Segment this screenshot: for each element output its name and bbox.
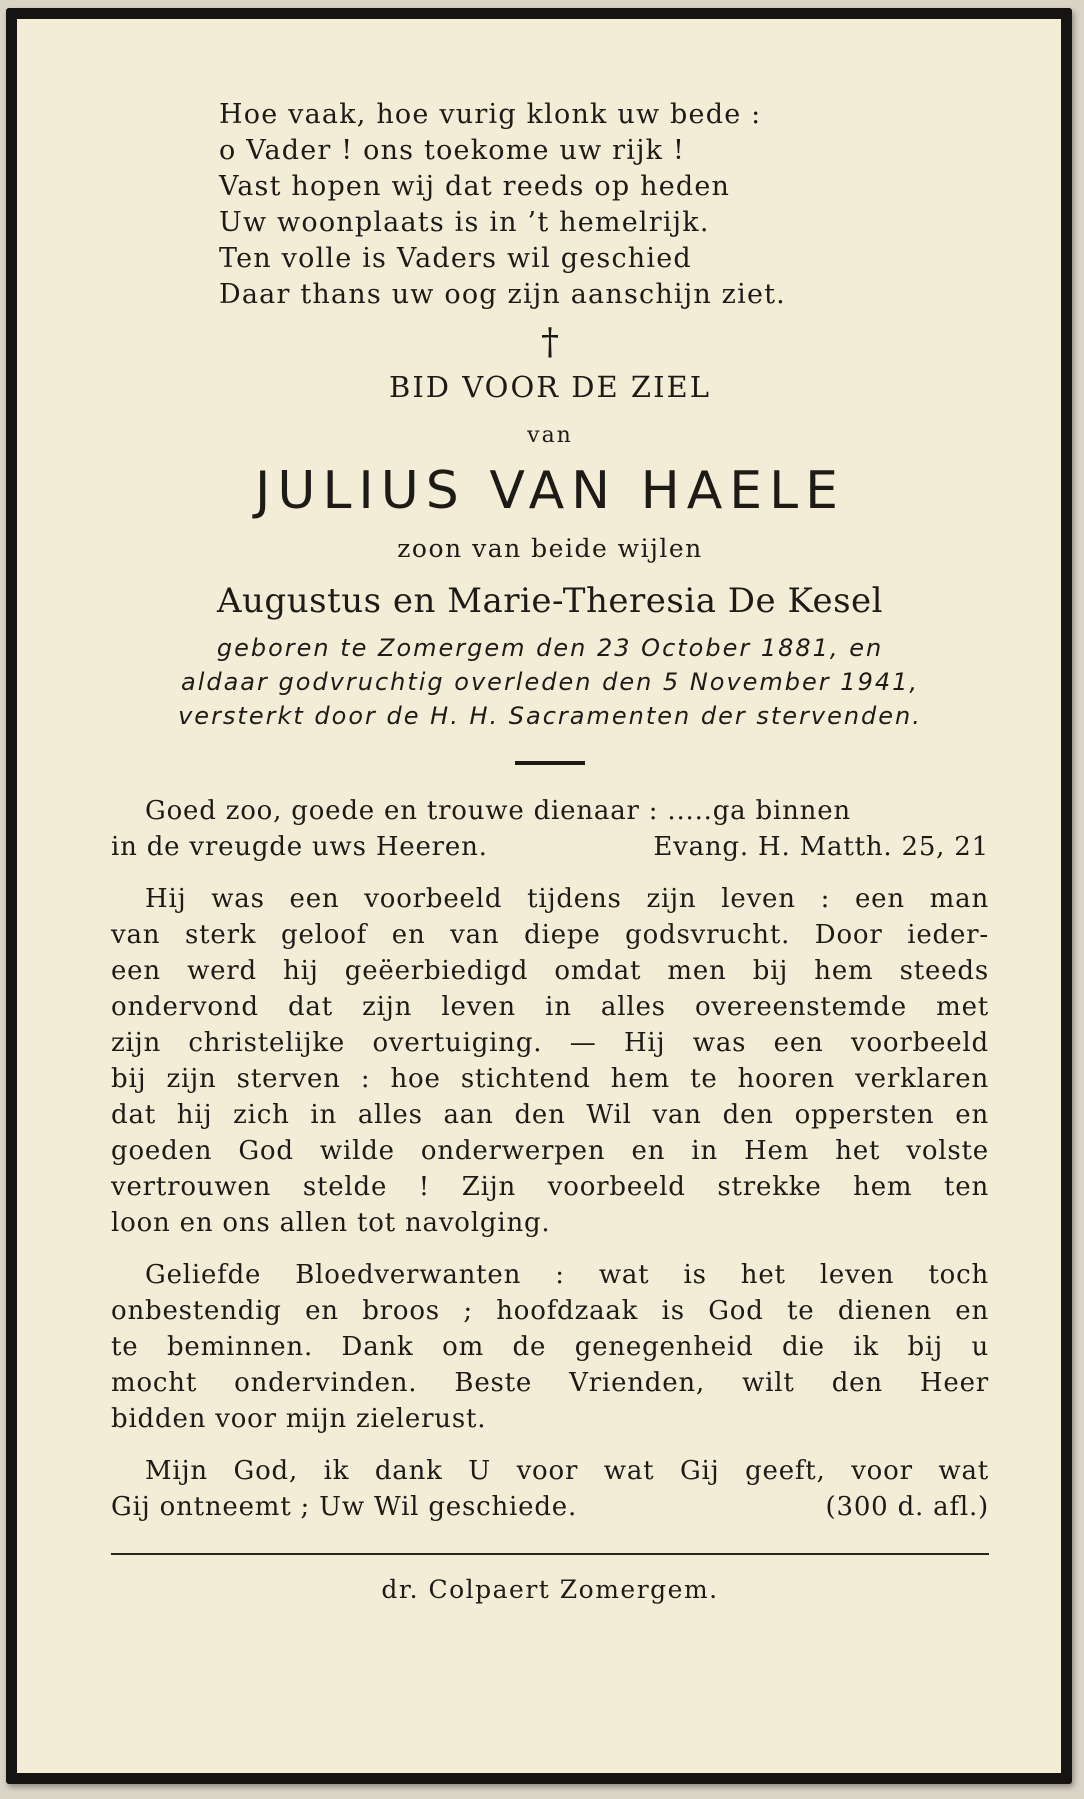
closing-prayer (111, 1453, 989, 1525)
son-of-label: zoon van beide wijlen (397, 534, 703, 563)
indulgence-note: (300 d. afl.) (825, 1492, 989, 1522)
life-dates (111, 631, 989, 733)
paragraph-line: van sterk geloof en van diepe godsvrucht. Door ieder- (111, 920, 989, 950)
printer-credit: dr. Colpaert Zomergem. (381, 1575, 719, 1604)
paragraph-line: Geliefde Bloedverwanten : wat is het leven toch (145, 1260, 989, 1290)
deceased-name: JULIUS VAN HAELE (255, 461, 845, 521)
paragraph-line: Hij was een voorbeeld tijdens zijn leven : een man (145, 884, 989, 914)
scripture-line (111, 793, 989, 829)
paragraph-line: loon en ons allen tot navolging. (111, 1208, 551, 1238)
prayer-heading: BID VOOR DE ZIEL (389, 370, 711, 404)
scripture-text: in de vreugde uws Heeren. (111, 832, 488, 862)
dates-line: geboren te Zomergem den 23 October 1881, en (216, 634, 884, 662)
paragraph-line: vertrouwen stelde ! Zijn voorbeeld strekke hem ten (111, 1172, 989, 1202)
card-content (111, 97, 989, 1607)
paragraph-relatives (111, 1257, 989, 1437)
paragraph-line: zijn christelijke overtuiging. — Hij was een voorbeeld (111, 1028, 989, 1058)
paragraph-line: bidden voor mijn zielerust. (111, 1404, 487, 1434)
poem-line: Daar thans uw oog zijn aanschijn ziet. (219, 279, 786, 310)
prayer-text: Gij ontneemt ; Uw Wil geschiede. (111, 1492, 578, 1522)
cross-icon: † (541, 322, 559, 363)
dates-line: versterkt door de H. H. Sacramenten der stervenden. (178, 702, 922, 730)
paragraph-line: een werd hij geëerbiedigd omdat men bij hem steeds (111, 956, 989, 986)
prayer-line (111, 1489, 989, 1525)
poem (219, 97, 989, 313)
footer-divider (111, 1553, 989, 1555)
poem-line: Uw woonplaats is in ’t hemelrijk. (219, 207, 710, 238)
dates-line: aldaar godvruchtig overleden den 5 November 1941, (180, 668, 920, 696)
paragraph-line: ondervond dat zijn leven in alles overeenstemde met (111, 992, 989, 1022)
divider (515, 761, 585, 765)
paragraph-line: te beminnen. Dank om de genegenheid die ik bij u (111, 1332, 989, 1362)
poem-line: Hoe vaak, hoe vurig klonk uw bede : (219, 99, 762, 130)
poem-line: Ten volle is Vaders wil geschied (219, 243, 692, 274)
scripture-reference: Evang. H. Matth. 25, 21 (653, 832, 989, 862)
paragraph-line: bij zijn sterven : hoe stichtend hem te hooren verklaren (111, 1064, 989, 1094)
scripture-quote (111, 793, 989, 865)
van-label: van (527, 423, 573, 448)
scripture-text: Goed zoo, goede en trouwe dienaar : .....ga binnen (145, 796, 851, 826)
poem-line: Vast hopen wij dat reeds op heden (219, 171, 731, 202)
poem-line: o Vader ! ons toekome uw rijk ! (219, 135, 686, 166)
paragraph-line: mocht ondervinden. Beste Vrienden, wilt den Heer (111, 1368, 989, 1398)
paragraph-example (111, 881, 989, 1241)
prayer-line: Mijn God, ik dank U voor wat Gij geeft, voor wat (145, 1456, 989, 1486)
paragraph-line: goeden God wilde onderwerpen en in Hem het volste (111, 1136, 989, 1166)
parents-names: Augustus en Marie-Theresia De Kesel (216, 581, 884, 621)
scripture-line (111, 829, 989, 865)
memorial-card (6, 8, 1072, 1784)
paragraph-line: dat hij zich in alles aan den Wil van den oppersten en (111, 1100, 989, 1130)
paragraph-line: onbestendig en broos ; hoofdzaak is God te dienen en (111, 1296, 989, 1326)
